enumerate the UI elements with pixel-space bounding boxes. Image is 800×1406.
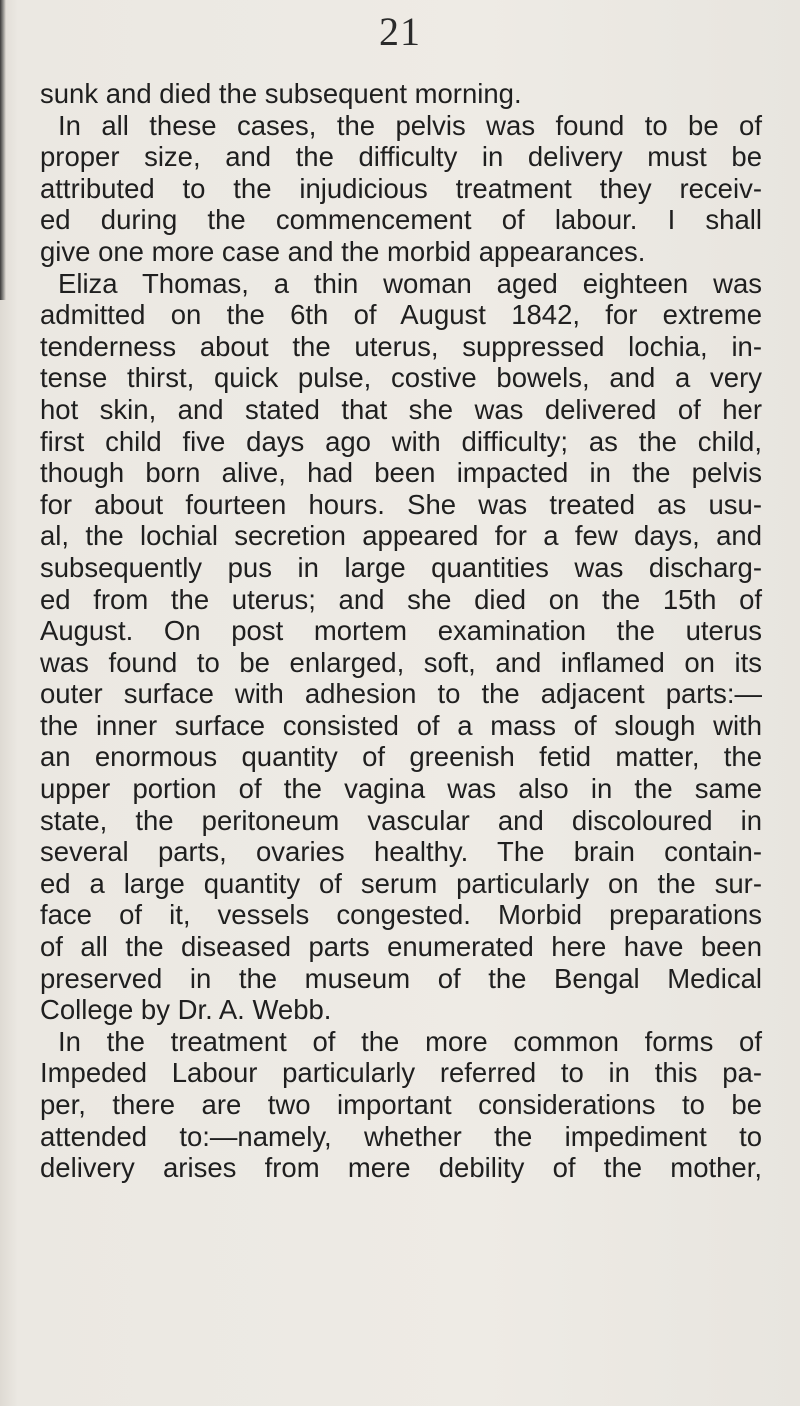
text-line: attributed to the injudicious treatment they receiv- — [40, 172, 762, 204]
text-line: In all these cases, the pelvis was found to be of — [58, 109, 762, 141]
text-line: ed during the commencement of labour. I shall — [40, 204, 762, 236]
body-text — [40, 78, 762, 1184]
text-line: proper size, and the difficulty in delivery must be — [40, 141, 762, 173]
text-line: attended to:—namely, whether the impediment to — [40, 1120, 762, 1152]
text-line: August. On post mortem examination the uterus — [40, 615, 762, 647]
text-line: ed from the uterus; and she died on the 15th of — [40, 583, 762, 615]
text-line: several parts, ovaries healthy. The brain contain- — [40, 836, 762, 868]
text-line: was found to be enlarged, soft, and inflamed on its — [40, 646, 762, 678]
text-line: tenderness about the uterus, suppressed lochia, in- — [40, 330, 762, 362]
text-line: Impeded Labour particularly referred to in this pa- — [40, 1057, 762, 1089]
text-line: ed a large quantity of serum particularly on the sur- — [40, 867, 762, 899]
text-line: the inner surface consisted of a mass of slough with — [40, 709, 762, 741]
page-number: 21 — [379, 9, 421, 54]
text-line: sunk and died the subsequent morning. — [40, 78, 522, 109]
text-line: subsequently pus in large quantities was discharg- — [40, 551, 762, 583]
text-line: delivery arises from mere debility of the mother, — [40, 1152, 762, 1184]
text-line: tense thirst, quick pulse, costive bowels, and a very — [40, 362, 762, 394]
text-line: first child five days ago with difficulty; as the child, — [40, 425, 762, 457]
text-line: In the treatment of the more common forms of — [58, 1025, 762, 1057]
text-line: outer surface with adhesion to the adjacent parts:— — [40, 678, 762, 710]
text-line: Eliza Thomas, a thin woman aged eighteen was — [58, 267, 762, 299]
text-line: an enormous quantity of greenish fetid matter, the — [40, 741, 762, 773]
text-line: give one more case and the morbid appearances. — [40, 235, 646, 267]
text-line: upper portion of the vagina was also in the same — [40, 773, 762, 805]
text-line: hot skin, and stated that she was delivered of her — [40, 393, 762, 425]
text-line: though born alive, had been impacted in the pelvis — [40, 457, 762, 489]
text-line: for about fourteen hours. She was treated as usu- — [40, 488, 762, 520]
text-line: admitted on the 6th of August 1842, for extreme — [40, 299, 762, 331]
text-line: of all the diseased parts enumerated here have been — [40, 931, 762, 963]
text-line: preserved in the museum of the Bengal Medical — [40, 962, 762, 994]
text-line: per, there are two important considerations to be — [40, 1089, 762, 1120]
text-line: face of it, vessels congested. Morbid preparations — [40, 899, 762, 931]
text-line: state, the peritoneum vascular and discoloured in — [40, 804, 762, 836]
text-line: al, the lochial secretion appeared for a few days, and — [40, 520, 762, 552]
text-line: College by Dr. A. Webb. — [40, 994, 332, 1026]
